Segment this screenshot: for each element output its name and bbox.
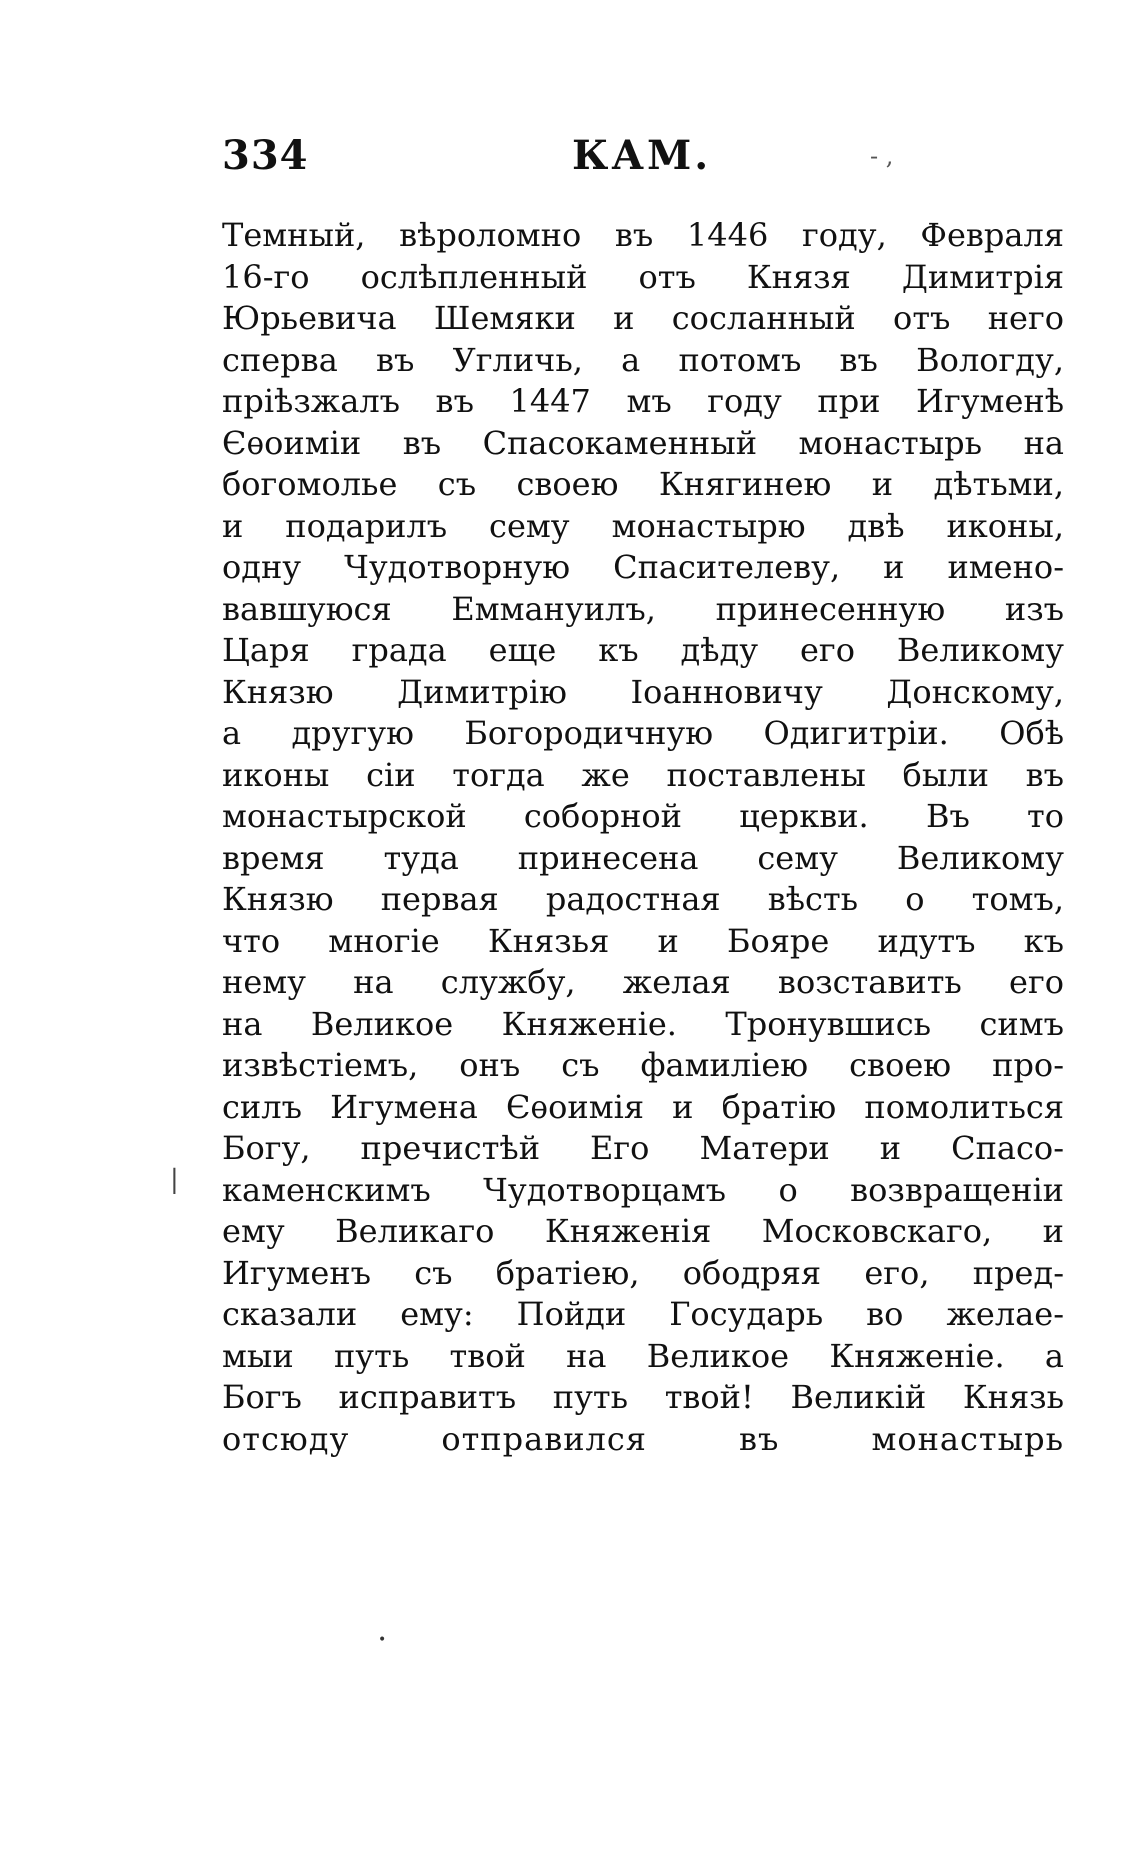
- text-line: что многіе Князья и Бояре идутъ къ: [222, 921, 1064, 960]
- text-line: монастырской соборной церкви. Въ то: [222, 797, 1064, 835]
- text-line: богомолье съ своею Княгинею и дѣтьми,: [222, 465, 1064, 503]
- text-line: Єѳоиміи въ Спасокаменный монастырь на: [222, 423, 1064, 462]
- text-line: Юрьевича Шемяки и сосланный отъ него: [222, 299, 1064, 337]
- body-text: [222, 215, 1064, 1460]
- text-line: извѣстіемъ, онъ съ фамиліею своею про-: [222, 1046, 1064, 1084]
- text-line: каменскимъ Чудотворцамъ о возвращеніи: [222, 1170, 1064, 1209]
- text-line-last: отсюду отправился въ монастырь: [222, 1419, 1064, 1458]
- text-line: нему на службу, желая возставить его: [222, 963, 1064, 1001]
- text-line: мыи путь твой на Великое Княженіе. а: [222, 1336, 1064, 1375]
- scan-speck-top: - ,: [870, 142, 894, 170]
- page-header: [222, 132, 1072, 192]
- text-line: сказали ему: Пойди Государь во желае-: [222, 1295, 1064, 1333]
- text-line: Темный, вѣроломно въ 1446 году, Февраля: [222, 216, 1064, 254]
- text-line: ему Великаго Княженія Московскаго, и: [222, 1212, 1064, 1250]
- text-line: 16-го ослѣпленный отъ Князя Димитрія: [222, 257, 1064, 296]
- text-line: сперва въ Угличь, а потомъ въ Вологду,: [222, 340, 1064, 379]
- text-line: а другую Богородичную Одигитріи. Обѣ: [222, 714, 1064, 752]
- text-line: вавшуюся Еммануилъ, принесенную изъ: [222, 589, 1064, 628]
- page-number: 334: [222, 132, 309, 179]
- text-line: Князю первая радостная вѣсть о томъ,: [222, 880, 1064, 918]
- text-line: на Великое Княженіе. Тронувшись симъ: [222, 1004, 1064, 1043]
- text-line: силъ Игумена Єѳоимія и братію помолиться: [222, 1087, 1064, 1126]
- scan-speck-bottom: •: [378, 1632, 387, 1648]
- text-line: Игуменъ съ братіею, ободряя его, пред-: [222, 1253, 1064, 1292]
- running-head: КАМ.: [572, 132, 712, 179]
- text-line: одну Чудотворную Спасителеву, и имено-: [222, 548, 1064, 586]
- text-line: и подарилъ сему монастырю двѣ иконы,: [222, 506, 1064, 545]
- text-line: время туда принесена сему Великому: [222, 838, 1064, 877]
- text-line: Богъ исправитъ путь твой! Великій Князь: [222, 1378, 1064, 1416]
- text-line: Князю Димитрію Іоанновичу Донскому,: [222, 672, 1064, 711]
- text-line: иконы сіи тогда же поставлены были въ: [222, 755, 1064, 794]
- text-line: Богу, пречистѣй Его Матери и Спасо-: [222, 1129, 1064, 1167]
- text-line: пріѣзжалъ въ 1447 мъ году при Игуменѣ: [222, 382, 1064, 420]
- text-line: Царя града еще къ дѣду его Великому: [222, 631, 1064, 669]
- scan-speck-left: |: [170, 1165, 179, 1195]
